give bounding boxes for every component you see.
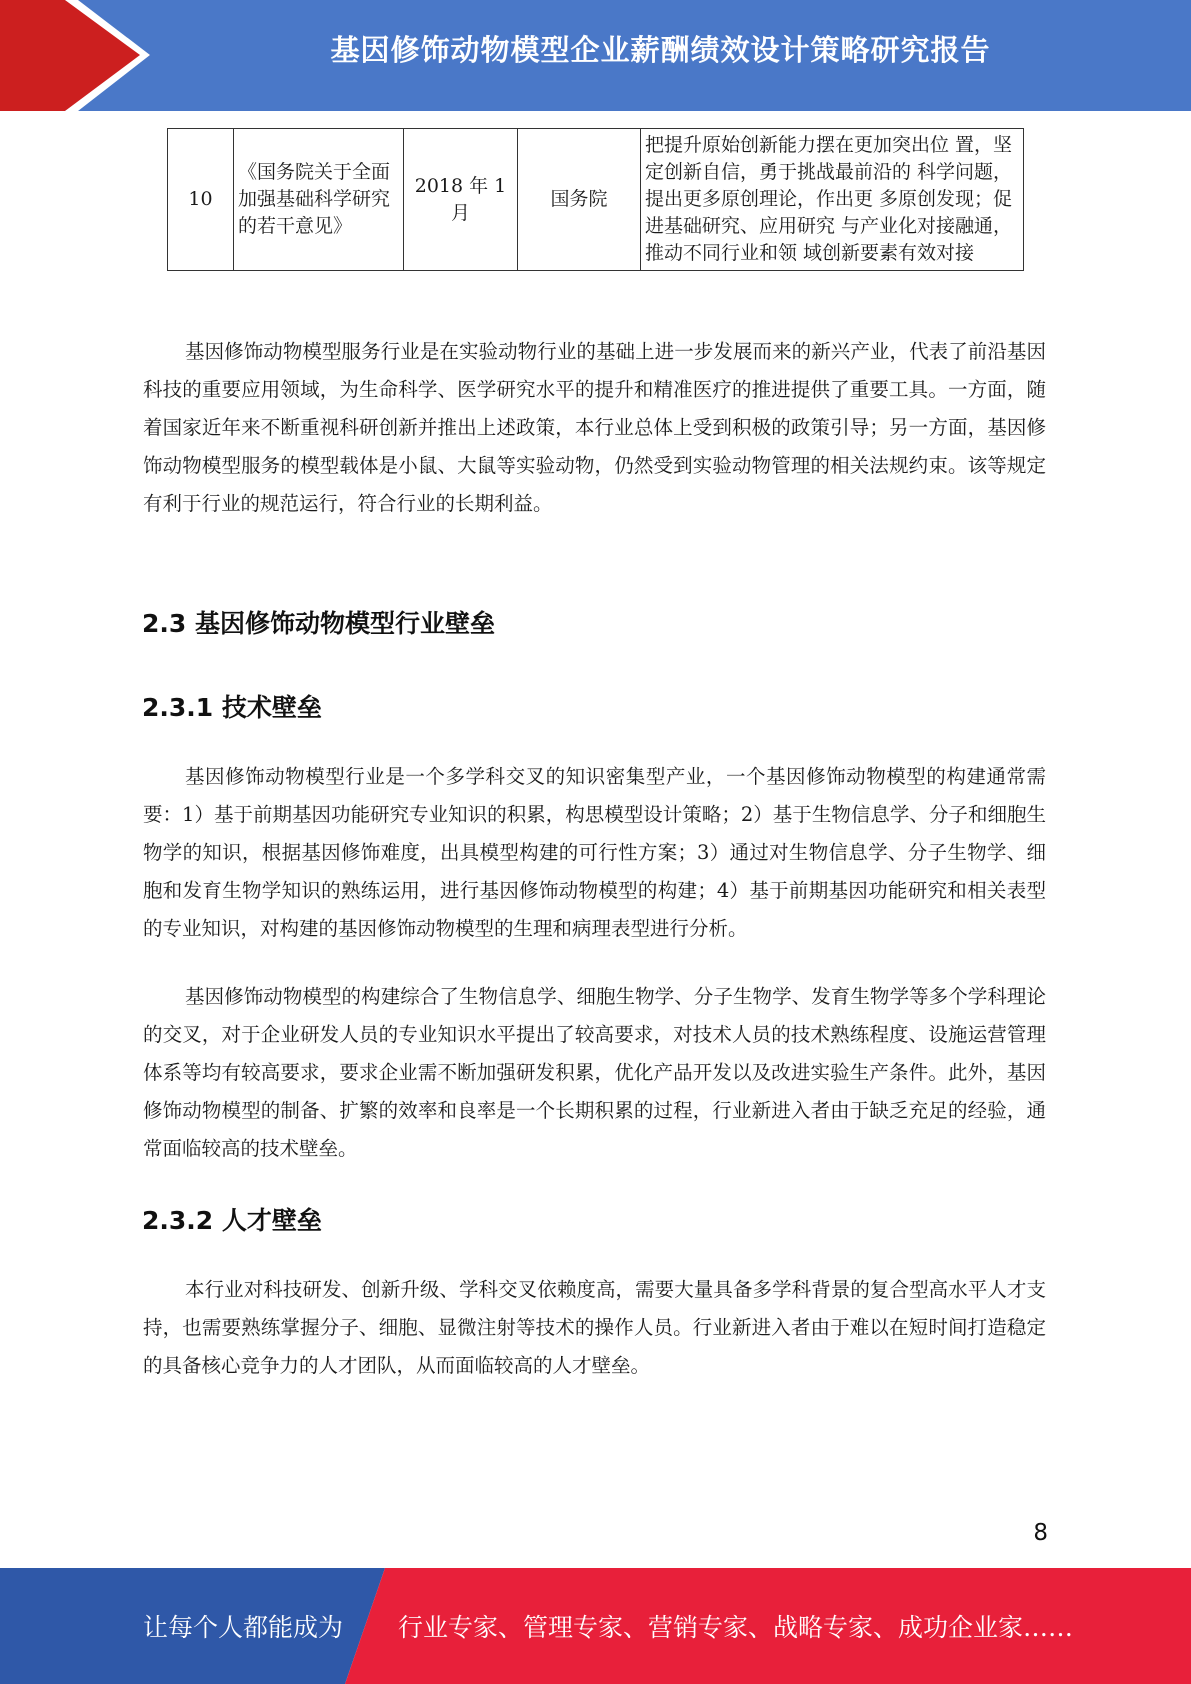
paragraph-industry-overview: 基因修饰动物模型服务行业是在实验动物行业的基础上进一步发展而来的新兴产业，代表了前沿基因科技的重要应用领域，为生命科学、医学研究水平的提升和精准医疗的推进提供了重要工具。一方面，随着国家近年来不断重视科研创新并推出上述政策，本行业总体上受到积极的政策引导；另一方面，基因修饰动物模型服务的模型载体是小鼠、大鼠等实验动物，仍然受到实验动物管理的相关法规约束。该等规定有利于行业的规范运行，符合行业的长期利益。	[143, 340, 1046, 515]
subsection-heading-technology: 2.3.1 技术壁垒	[142, 693, 322, 722]
table-cell-date: 2018 年 1月	[404, 129, 518, 271]
table-row	[168, 129, 1024, 271]
table-cell-policy-name: 《国务院关于全面加强基础科学研究的若干意见》	[234, 129, 404, 271]
page-footer	[0, 1568, 1191, 1684]
page-number: 8	[1033, 1520, 1048, 1546]
paragraph-technology-barrier-2: 基因修饰动物模型的构建综合了生物信息学、细胞生物学、分子生物学、发育生物学等多个学科理论的交叉，对于企业研发人员的专业知识水平提出了较高要求，对技术人员的技术熟练程度、设施运营管理体系等均有较高要求，要求企业需不断加强研发积累，优化产品开发以及改进实验生产条件。此外，基因修饰动物模型的制备、扩繁的效率和良率是一个长期积累的过程，行业新进入者由于缺乏充足的经验，通常面临较高的技术壁垒。	[143, 985, 1046, 1160]
subsection-heading-talent: 2.3.2 人才壁垒	[142, 1206, 322, 1235]
footer-slogan-left: 让每个人都能成为	[143, 1613, 344, 1642]
page-header	[0, 0, 1191, 111]
table-cell-issuer: 国务院	[518, 129, 641, 271]
section-heading-barriers: 2.3 基因修饰动物模型行业壁垒	[142, 609, 495, 638]
paragraph-technology-barrier-1: 基因修饰动物模型行业是一个多学科交叉的知识密集型产业，一个基因修饰动物模型的构建通常需要：1）基于前期基因功能研究专业知识的积累，构思模型设计策略；2）基于生物信息学、分子和细胞生物学的知识，根据基因修饰难度，出具模型构建的可行性方案；3）通过对生物信息学、分子生物学、细胞和发育生物学知识的熟练运用，进行基因修饰动物模型的构建；4）基于前期基因功能研究和相关表型的专业知识，对构建的基因修饰动物模型的生理和病理表型进行分析。	[143, 765, 1046, 940]
footer-slogan-right: 行业专家、管理专家、营销专家、战略专家、成功企业家……	[398, 1613, 1074, 1642]
header-title: 基因修饰动物模型企业薪酬绩效设计策略研究报告	[330, 33, 991, 67]
policy-table	[167, 128, 1024, 271]
paragraph-talent-barrier: 本行业对科技研发、创新升级、学科交叉依赖度高，需要大量具备多学科背景的复合型高水平人才支持，也需要熟练掌握分子、细胞、显微注射等技术的操作人员。行业新进入者由于难以在短时间打造稳定的具备核心竞争力的人才团队，从而面临较高的人才壁垒。	[143, 1278, 1046, 1377]
table-cell-number: 10	[168, 129, 234, 271]
table-cell-content: 把提升原始创新能力摆在更加突出位 置，坚定创新自信，勇于挑战最前沿的 科学问题，提出更多原创理论，作出更 多原创发现；促进基础研究、应用研究 与产业化对接融通，推动不同行业和领 域创新要素有效对接	[641, 129, 1024, 271]
